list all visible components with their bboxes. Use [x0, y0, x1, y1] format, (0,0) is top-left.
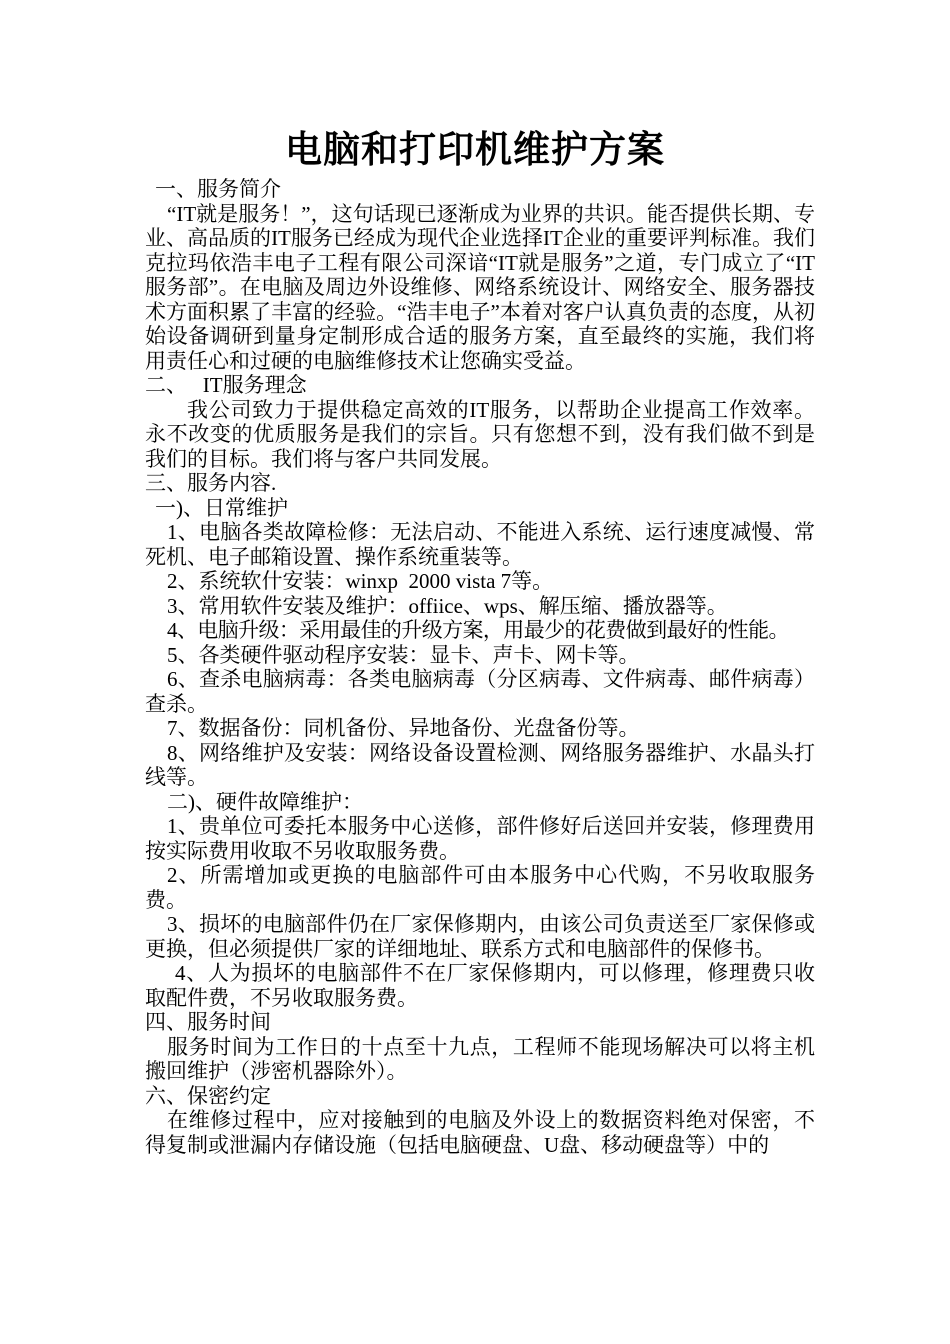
- section-heading-content: 三、服务内容.: [145, 471, 277, 495]
- section-heading-confidentiality: 六、保密约定: [145, 1083, 271, 1108]
- paragraph-philosophy: 我公司致力于提供稳定高效的IT服务，以帮助企业提高工作效率。永不改变的优质服务是我们的宗旨。只有您想不到，没有我们做不到是我们的目标。我们将与客户共同发展。: [145, 397, 815, 471]
- subsection-heading-daily: 一)、日常维护: [155, 495, 288, 520]
- list-item: 5、各类硬件驱动程序安装：显卡、声卡、网卡等。: [167, 642, 640, 667]
- list-item: 6、查杀电脑病毒：各类电脑病毒（分区病毒、文件病毒、邮件病毒）查杀。: [145, 667, 815, 716]
- list-item: 4、人为损坏的电脑部件不在厂家保修期内，可以修理，修理费只收取配件费，不另收取服务费。: [145, 961, 815, 1010]
- paragraph-confidentiality: 在维修过程中，应对接触到的电脑及外设上的数据资料绝对保密，不得复制或泄漏内存储设施（包括电脑硬盘、U盘、移动硬盘等）中的: [145, 1108, 815, 1157]
- paragraph-hours: 服务时间为工作日的十点至十九点，工程师不能现场解决可以将主机搬回维护（涉密机器除外）。: [145, 1034, 815, 1083]
- document-body: [145, 177, 815, 1157]
- list-item: 1、贵单位可委托本服务中心送修，部件修好后送回并安装，修理费用按实际费用收取不另收取服务费。: [145, 814, 815, 863]
- list-item: 3、常用软件安装及维护：offiice、wps、解压缩、播放器等。: [167, 593, 728, 618]
- list-item: 1、电脑各类故障检修：无法启动、不能进入系统、运行速度减慢、常死机、电子邮箱设置、操作系统重装等。: [145, 520, 815, 569]
- list-item: 7、数据备份：同机备份、异地备份、光盘备份等。: [167, 716, 640, 740]
- section-heading-philosophy: 二、 IT服务理念: [145, 373, 307, 397]
- list-item: 2、所需增加或更换的电脑部件可由本服务中心代购，不另收取服务费。: [145, 863, 815, 912]
- paragraph-intro: “IT就是服务！”，这句话现已逐渐成为业界的共识。能否提供长期、专业、高品质的IT服务已经成为现代企业选择IT企业的重要评判标准。我们克拉玛依浩丰电子工程有限公司深谙“IT就是服务”之道，专门成立了“IT服务部”。在电脑及周边外设维修、网络系统设计、网络安全、服务器技术方面积累了丰富的经验。“浩丰电子”本着对客户认真负责的态度，从初始设备调研到量身定制形成合适的服务方案，直至最终的实施，我们将用责任心和过硬的电脑维修技术让您确实受益。: [145, 201, 815, 373]
- list-item: 8、网络维护及安装：网络设备设置检测、网络服务器维护、水晶头打线等。: [145, 740, 815, 789]
- section-heading-intro: 一、服务简介: [155, 177, 281, 201]
- list-item: 2、系统软什安装：winxp 2000 vista 7等。: [167, 569, 554, 593]
- subsection-heading-hardware: 二)、硬件故障维护：: [167, 789, 363, 814]
- list-item: 3、损坏的电脑部件仍在厂家保修期内，由该公司负责送至厂家保修或更换，但必须提供厂家的详细地址、联系方式和电脑部件的保修书。: [145, 912, 815, 961]
- document-title: 电脑和打印机维护方案: [285, 130, 665, 171]
- list-item: 4、电脑升级：采用最佳的升级方案，用最少的花费做到最好的性能。: [167, 618, 789, 642]
- section-heading-hours: 四、服务时间: [145, 1010, 271, 1034]
